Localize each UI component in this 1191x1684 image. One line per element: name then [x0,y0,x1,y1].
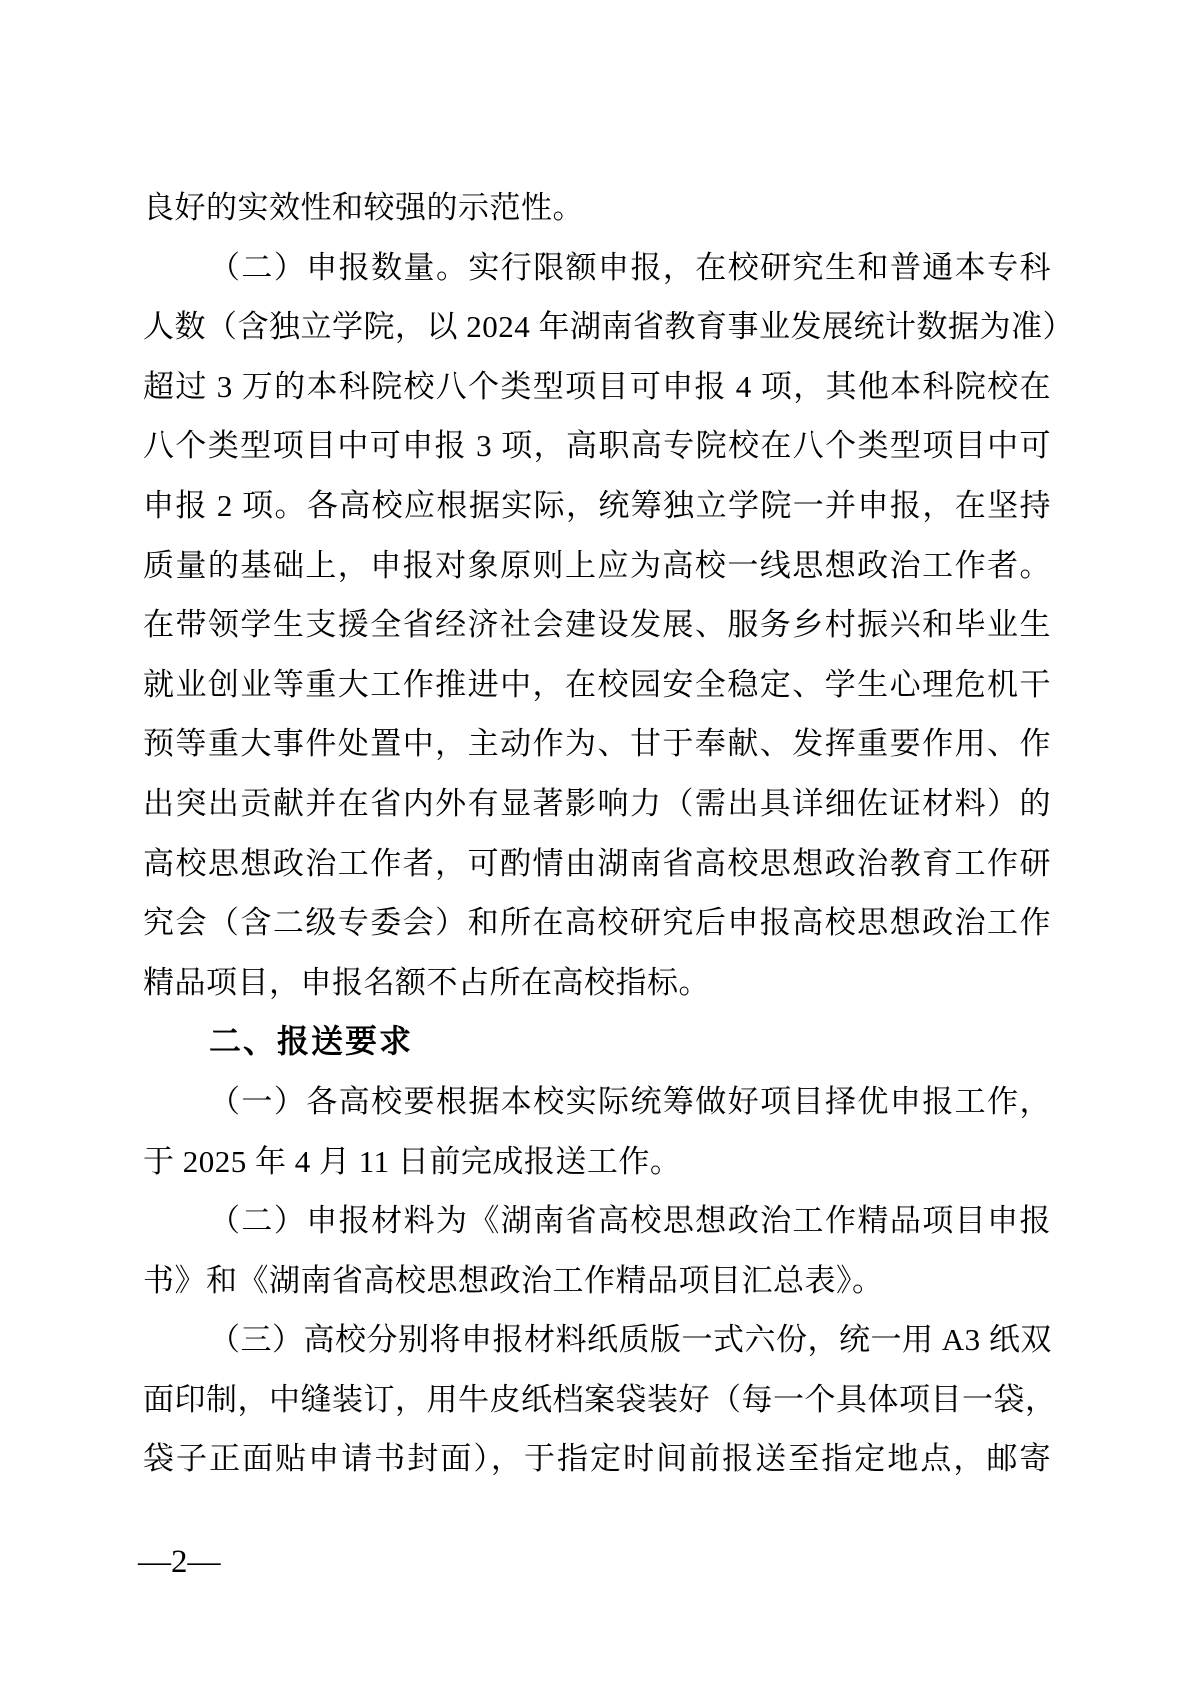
document-line: 高校思想政治工作者，可酌情由湖南省高校思想政治教育工作研 [143,845,1051,881]
page-number: —2— [138,1544,221,1580]
section-heading: 二、报送要求 [209,1023,414,1060]
document-line: 超过 3 万的本科院校八个类型项目可申报 4 项，其他本科院校在 [143,368,1051,404]
document-line: 申报 2 项。各高校应根据实际，统筹独立学院一并申报，在坚持 [143,487,1051,523]
document-body [143,178,1074,1489]
document-line: 面印制，中缝装订，用牛皮纸档案袋装好（每一个具体项目一袋， [143,1381,1057,1417]
document-line: 究会（含二级专委会）和所在高校研究后申报高校思想政治工作 [143,905,1051,941]
document-line: （一）各高校要根据本校实际统筹做好项目择优申报工作， [209,1083,1051,1119]
document-line: 良好的实效性和较强的示范性。 [143,190,584,225]
document-line: 精品项目，申报名额不占所在高校指标。 [143,964,710,1000]
document-line: 在带领学生支援全省经济社会建设发展、服务乡村振兴和毕业生 [143,607,1051,643]
document-line: 质量的基础上，申报对象原则上应为高校一线思想政治工作者。 [143,547,1051,583]
document-line: （二）申报数量。实行限额申报，在校研究生和普通本专科 [209,249,1051,285]
document-line: 于 2025 年 4 月 11 日前完成报送工作。 [143,1143,682,1179]
document-line: 人数（含独立学院，以 2024 年湖南省教育事业发展统计数据为准） [143,309,1074,345]
document-line: 出突出贡献并在省内外有显著影响力（需出具详细佐证材料）的 [143,785,1051,821]
document-line: （三）高校分别将申报材料纸质版一式六份，统一用 A3 纸双 [209,1322,1052,1358]
document-line: 袋子正面贴申请书封面），于指定时间前报送至指定地点，邮寄 [143,1441,1051,1477]
document-line: （二）申报材料为《湖南省高校思想政治工作精品项目申报 [209,1203,1051,1239]
document-line: 就业创业等重大工作推进中，在校园安全稳定、学生心理危机干 [143,666,1051,702]
document-line: 预等重大事件处置中，主动作为、甘于奉献、发挥重要作用、作 [143,726,1051,762]
document-line: 八个类型项目中可申报 3 项，高职高专院校在八个类型项目中可 [143,428,1051,464]
document-line: 书》和《湖南省高校思想政治工作精品项目汇总表》。 [143,1262,884,1298]
